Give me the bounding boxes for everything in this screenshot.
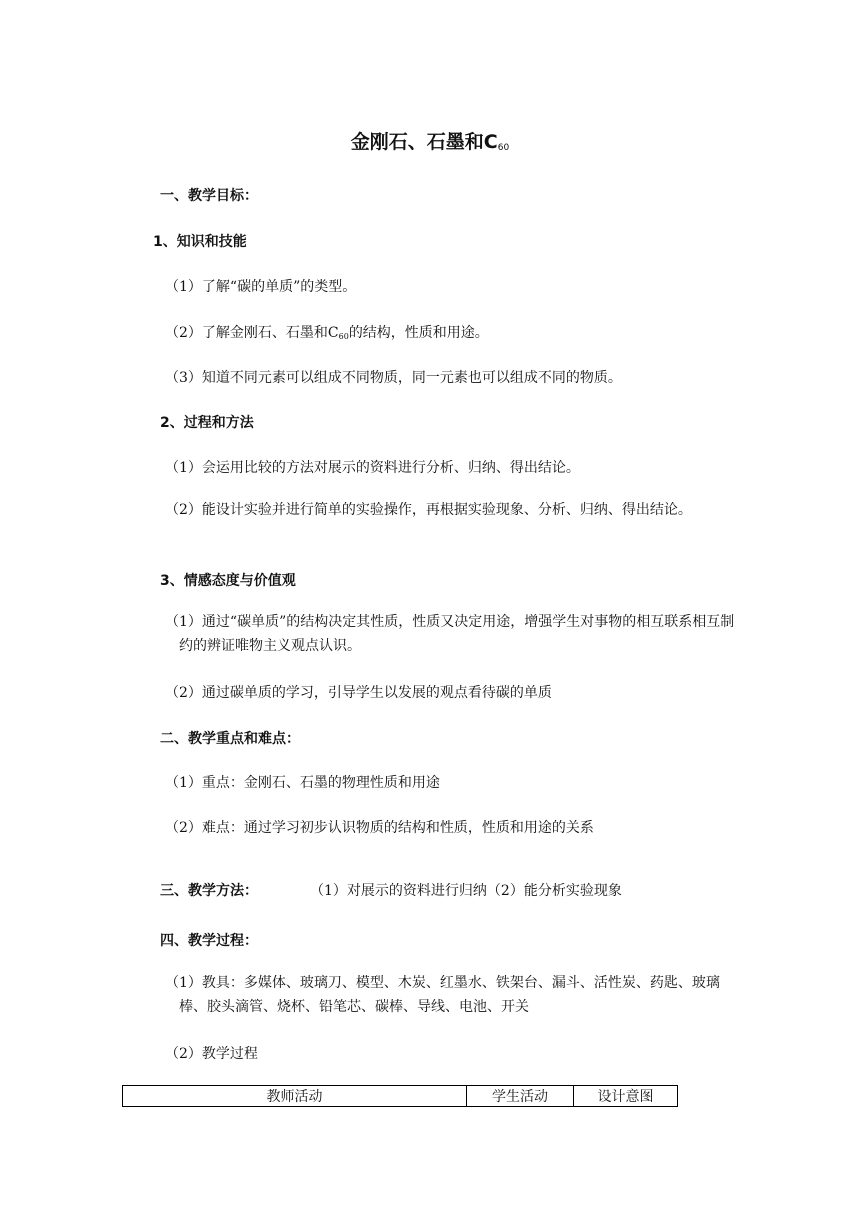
attitude-item-2: （2）通过碳单质的学习，引导学生以发展的观点看待碳的单质 bbox=[165, 685, 552, 701]
process-item-2: （2）能设计实验并进行简单的实验操作，再根据实验现象、分析、归纳、得出结论。 bbox=[165, 502, 692, 518]
attitude-item-1: （1）通过“碳单质”的结构决定其性质，性质又决定用途，增强学生对事物的相互联系相互制约的辨证唯物主义观点认识。 bbox=[165, 614, 735, 654]
objective-item-2: （2）了解金刚石、石墨和$C_{60}$的结构，性质和用途。 bbox=[165, 325, 489, 341]
section-heading-objectives: 一、教学目标： bbox=[160, 188, 258, 204]
teaching-process-item: （2）教学过程 bbox=[165, 1046, 258, 1062]
page-title: 金刚石、石墨和$C_{60}$ bbox=[350, 131, 510, 153]
table-header-teacher: 教师活动 bbox=[123, 1086, 467, 1107]
objective-item-3: （3）知道不同元素可以组成不同物质，同一元素也可以组成不同的物质。 bbox=[165, 370, 622, 386]
section-heading-process: 四、教学过程： bbox=[160, 933, 258, 949]
subheading-attitude-values: 3、情感态度与价值观 bbox=[160, 573, 296, 589]
teaching-aids-item: （1）教具：多媒体、玻璃刀、模型、木炭、红墨水、铁架台、漏斗、活性炭、药匙、玻璃棒、胶头滴管、烧杯、铅笔芯、碳棒、导线、电池、开关 bbox=[165, 975, 720, 1015]
objective-item-1: （1）了解“碳的单质”的类型。 bbox=[165, 279, 357, 295]
section-heading-methods: 三、教学方法： bbox=[160, 883, 258, 899]
difficulty-item: （2）难点：通过学习初步认识物质的结构和性质，性质和用途的关系 bbox=[165, 820, 594, 836]
methods-content: （1）对展示的资料进行归纳（2）能分析实验现象 bbox=[310, 883, 622, 899]
table-header-row bbox=[123, 1086, 678, 1107]
table-header-design: 设计意图 bbox=[574, 1086, 678, 1107]
key-point-item: （1）重点：金刚石、石墨的物理性质和用途 bbox=[165, 775, 440, 791]
process-item-1: （1）会运用比较的方法对展示的资料进行分析、归纳、得出结论。 bbox=[165, 460, 580, 476]
table-header-student: 学生活动 bbox=[467, 1086, 574, 1107]
section-heading-key-points: 二、教学重点和难点： bbox=[160, 731, 300, 747]
subheading-knowledge-skills: 1、知识和技能 bbox=[153, 234, 247, 250]
subheading-process-method: 2、过程和方法 bbox=[160, 415, 254, 431]
teaching-process-table bbox=[122, 1085, 678, 1107]
